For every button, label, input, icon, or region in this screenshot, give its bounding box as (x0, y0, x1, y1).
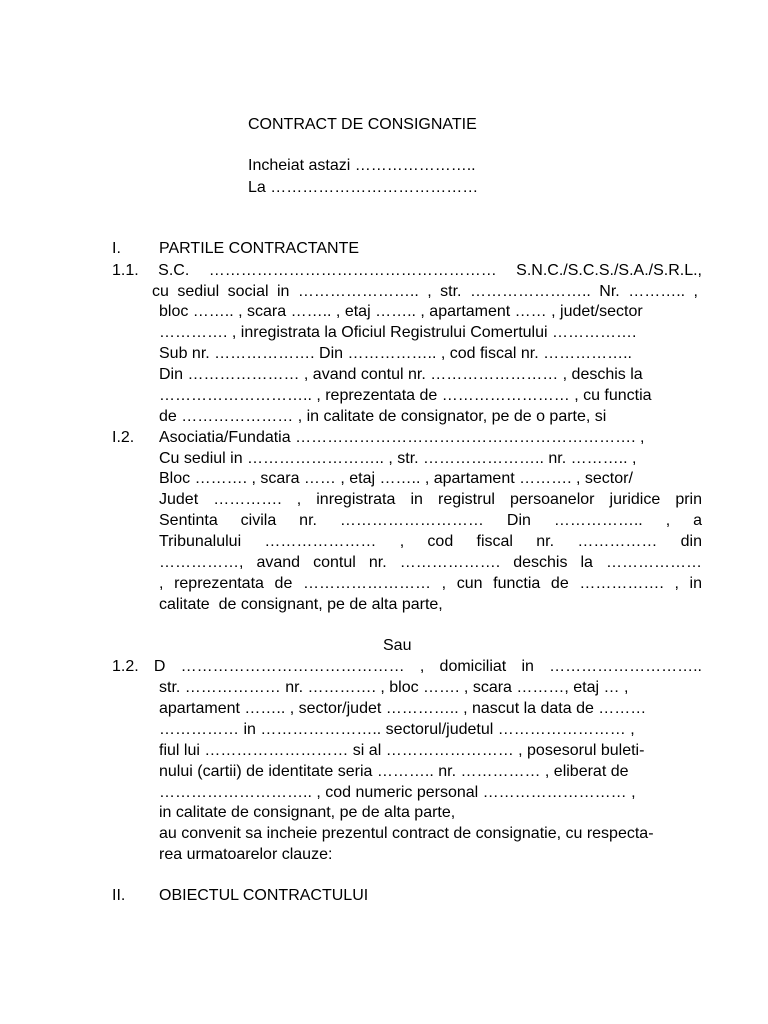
contract-title: CONTRACT DE CONSIGNATIE (248, 116, 477, 133)
section-2-number: II. (112, 887, 126, 904)
clause-1-1-line-2: cu sediul social in ………………….. , str. ………………….. Nr. ……….. , (152, 283, 698, 300)
clause-1-1-line-3: bloc …….. , scara …….. , etaj …….. , apartament …… , judet/sector (159, 303, 643, 320)
clause-1-2-d-line-4: …………… in ………………….. sectorul/judetul …………………… , (159, 721, 635, 738)
clause-1-2-line-2: Cu sediul in …………………….. , str. ………………….. nr. ……….. , (159, 450, 637, 467)
clause-1-2-number: I.2. (112, 429, 135, 446)
clause-1-2-d-line-8: in calitate de consignant, pe de alta parte, (159, 804, 456, 821)
clause-1-2-line-5: Sentinta civila nr. ……………………… Din …………….. , a (159, 512, 702, 529)
clause-1-1-line-5: Sub nr. ………………. Din …………….. , cod fiscal nr. …………….. (159, 345, 632, 362)
clause-1-2-line-1: Asociatia/Fundatia ………………………………………………………. , (159, 429, 645, 446)
clause-1-2-d-line-6: nului (cartii) de identitate seria ……….. nr. …………… , eliberat de (159, 763, 629, 780)
clause-1-2-line-7: ……………, avand contul nr. ………………. deschis la ……………… (159, 554, 702, 571)
clause-1-2-line-9: calitate de consignant, pe de alta parte, (159, 596, 443, 613)
clause-1-2-d-line-2: str. ……………… nr. …………. , bloc ……. , scara ………, etaj … , (159, 679, 629, 696)
clause-1-2-d-line-5: fiul lui ……………………… si al …………………… , posesorul buleti- (159, 742, 645, 759)
clause-1-2-d-line-9: au convenit sa incheie prezentul contract de consignatie, cu respecta- (159, 825, 654, 842)
clause-1-1-line-6: Din ………………… , avand contul nr. …………………… , deschis la (159, 366, 643, 383)
section-1-heading: PARTILE CONTRACTANTE (159, 240, 360, 257)
clause-1-1-line-1: 1.1. S.C. ……………………………………………… S.N.C./S.C.S./S.A./S.R.L., (112, 262, 702, 279)
alternative-label: Sau (383, 637, 412, 654)
clause-1-2-d-line-1: 1.2. D …………………………………… , domiciliat in ……………………….. (112, 658, 702, 675)
clause-1-2-line-3: Bloc ………. , scara …… , etaj …….. , apartament ………. , sector/ (159, 470, 633, 487)
section-2-heading: OBIECTUL CONTRACTULUI (159, 887, 369, 904)
clause-1-1-line-4: …………. , inregistrata la Oficiul Registrului Comertului ……………. (159, 324, 637, 341)
section-1-number: I. (112, 240, 121, 257)
clause-1-2-d-line-10: rea urmatoarelor clauze: (159, 846, 333, 863)
concluded-place-line: La ………………………………… (248, 179, 479, 196)
clause-1-2-line-8: , reprezentata de …………………… , cun functia de ……………. , in (159, 575, 702, 592)
clause-1-2-d-line-7: ……………………….. , cod numeric personal ……………………… , (159, 784, 636, 801)
clause-1-1-line-8: de ………………… , in calitate de consignator, pe de o parte, si (159, 408, 607, 425)
concluded-date-line: Incheiat astazi ………………….. (248, 157, 476, 174)
clause-1-2-d-line-3: apartament …….. , sector/judet ………….. , nascut la data de ……… (159, 700, 647, 717)
clause-1-2-line-4: Judet …………. , inregistrata in registrul persoanelor juridice prin (159, 491, 702, 508)
clause-1-1-line-7: ……………………….. , reprezentata de …………………… , cu functia (159, 387, 652, 404)
clause-1-2-line-6: Tribunalului ………………… , cod fiscal nr. …………… din (159, 533, 702, 550)
